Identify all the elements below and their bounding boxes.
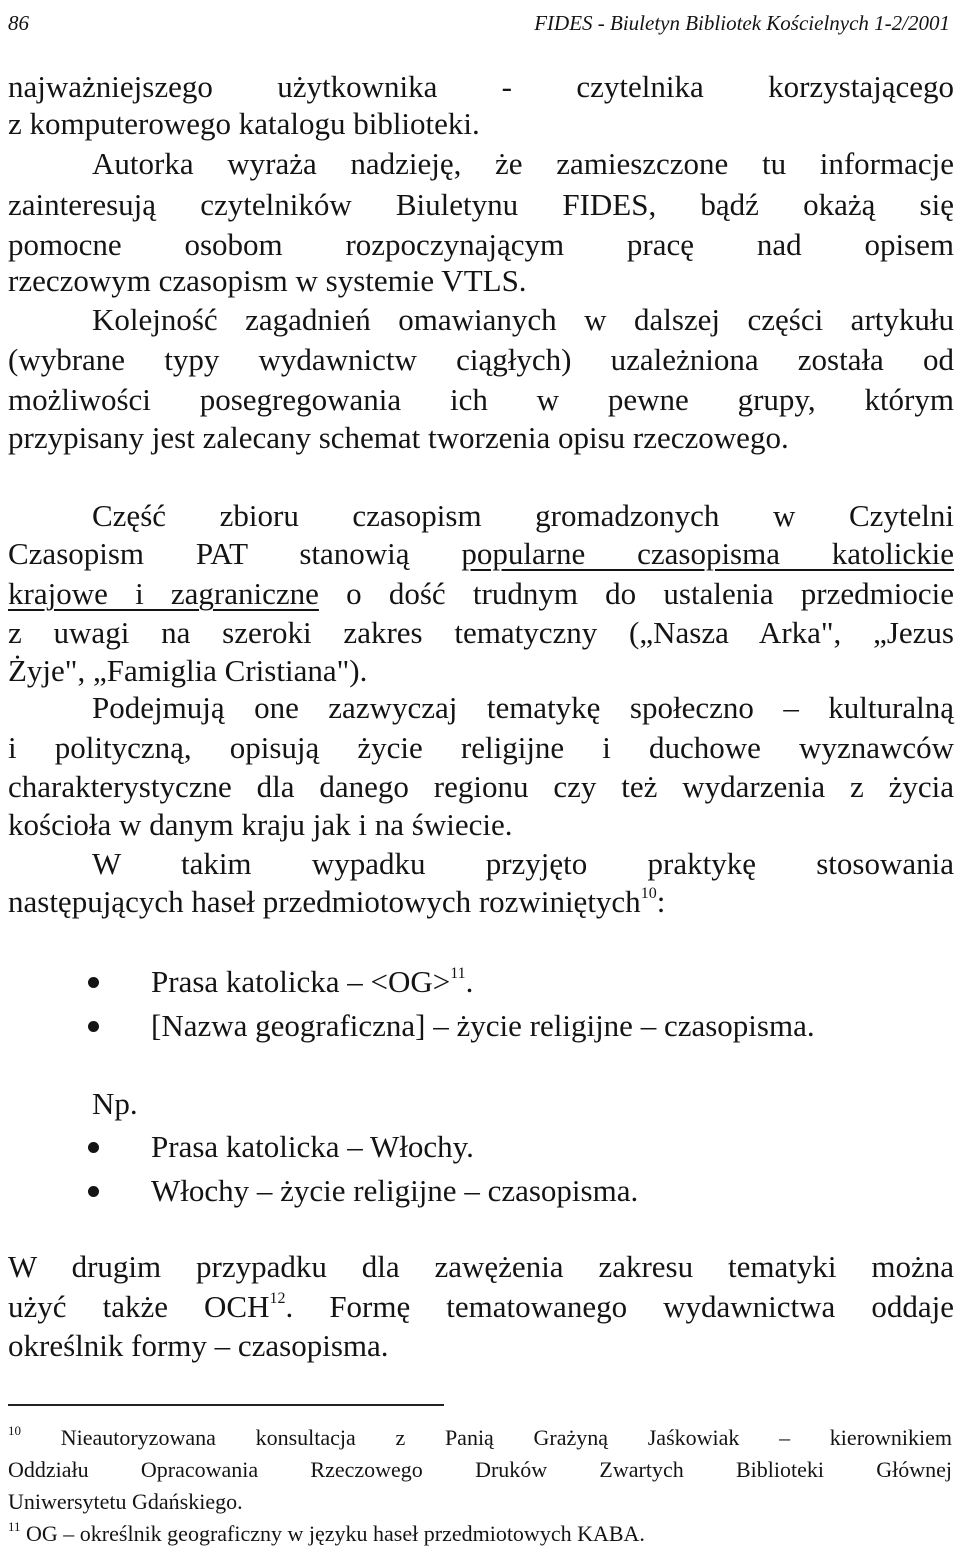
footnote-number: 11: [8, 1519, 21, 1534]
text-span: :: [656, 884, 666, 919]
text-line: [8, 574, 954, 614]
list-item: [88, 1127, 474, 1167]
text-span: użyć także OCH: [8, 1289, 270, 1324]
footnote-text: Nieautoryzowana konsultacja z Panią Grażyną Jaśkowiak – kierownikiem: [60, 1425, 953, 1450]
list-item: [88, 1006, 815, 1046]
text-line: W takim wypadku przyjęto praktykę stosowania: [92, 846, 954, 881]
footnote-number: 10: [8, 1423, 21, 1438]
text-line: charakterystyczne dla danego regionu czy też wydarzenia z życia: [8, 769, 954, 804]
footnote-ref: 12: [269, 1290, 286, 1307]
text-line: pomocne osobom rozpoczynającym pracę nad opisem: [8, 227, 954, 262]
text-line: [8, 534, 954, 574]
text-line: kościoła w danym kraju jak i na świecie.: [8, 807, 513, 842]
running-title: FIDES - Biuletyn Bibliotek Kościelnych 1-2/2001: [534, 11, 950, 35]
footnote-ref: 10: [640, 885, 657, 902]
footnote-ref: 11: [450, 965, 466, 982]
bullet-icon: [88, 977, 99, 988]
text-span: o dość trudnym do ustalenia przedmiocie: [346, 576, 955, 611]
footnote-divider: [8, 1404, 444, 1406]
text-line: W drugim przypadku dla zawężenia zakresu tematyki można: [8, 1249, 954, 1284]
text-span: . Formę tematowanego wydawnictwa oddaje: [285, 1289, 954, 1324]
text-line: Żyje", „Famiglia Cristiana").: [8, 653, 368, 688]
underlined-phrase: popularne czasopisma katolickie: [461, 536, 955, 571]
text-line: określnik formy – czasopisma.: [8, 1328, 389, 1363]
text-line: przypisany jest zalecany schemat tworzenia opisu rzeczowego.: [8, 420, 789, 455]
bullet-icon: [88, 1021, 99, 1032]
text-line: najważniejszego użytkownika - czytelnika korzystającego: [8, 69, 954, 104]
text-line: Część zbioru czasopism gromadzonych w Czytelni: [92, 498, 954, 533]
text-line: rzeczowym czasopism w systemie VTLS.: [8, 263, 527, 298]
bullet-icon: [88, 1142, 99, 1153]
footnote-11: [8, 1518, 952, 1550]
list-item-text: Włochy – życie religijne – czasopisma.: [151, 1173, 639, 1208]
text-line: (wybrane typy wydawnictw ciągłych) uzależniona została od: [8, 342, 954, 377]
text-line: możliwości posegregowania ich w pewne grupy, którym: [8, 382, 954, 417]
text-line: z uwagi na szeroki zakres tematyczny („Nasza Arka", „Jezus: [8, 615, 954, 650]
list-item-text: .: [465, 964, 474, 999]
list-item: [88, 962, 473, 1002]
text-span: Czasopism PAT stanowią: [8, 536, 410, 571]
text-line: Podejmują one zazwyczaj tematykę społeczno – kulturalną: [92, 690, 954, 725]
footnote-line: Oddziału Opracowania Rzeczowego Druków Zwartych Biblioteki Głównej: [8, 1457, 952, 1482]
text-line: zainteresują czytelników Biuletynu FIDES, bądź okażą się: [8, 187, 954, 222]
example-label: Np.: [92, 1086, 138, 1121]
text-line: Autorka wyraża nadzieję, że zamieszczone tu informacje: [92, 146, 954, 181]
page-header: [8, 8, 950, 38]
footnote-line: Uniwersytetu Gdańskiego.: [8, 1489, 243, 1514]
text-line: Kolejność zagadnień omawianych w dalszej części artykułu: [92, 302, 954, 337]
list-item: [88, 1171, 638, 1211]
list-item-text: Prasa katolicka – Włochy.: [151, 1129, 474, 1164]
footnote-10: [8, 1422, 952, 1454]
text-line: [8, 882, 954, 922]
underlined-phrase: krajowe i zagraniczne: [8, 576, 319, 611]
text-line: i polityczną, opisują życie religijne i duchowe wyznawców: [8, 730, 954, 765]
list-item-text: [Nazwa geograficzna] – życie religijne – czasopisma.: [151, 1008, 815, 1043]
text-line: [8, 1287, 954, 1327]
list-item-text: Prasa katolicka – <OG>: [151, 964, 451, 999]
page-number: 86: [8, 11, 29, 35]
text-span: następujących haseł przedmiotowych rozwiniętych: [8, 884, 641, 919]
footnote-text: OG – określnik geograficzny w języku haseł przedmiotowych KABA.: [26, 1521, 645, 1546]
text-line: z komputerowego katalogu biblioteki.: [8, 106, 480, 141]
bullet-icon: [88, 1186, 99, 1197]
